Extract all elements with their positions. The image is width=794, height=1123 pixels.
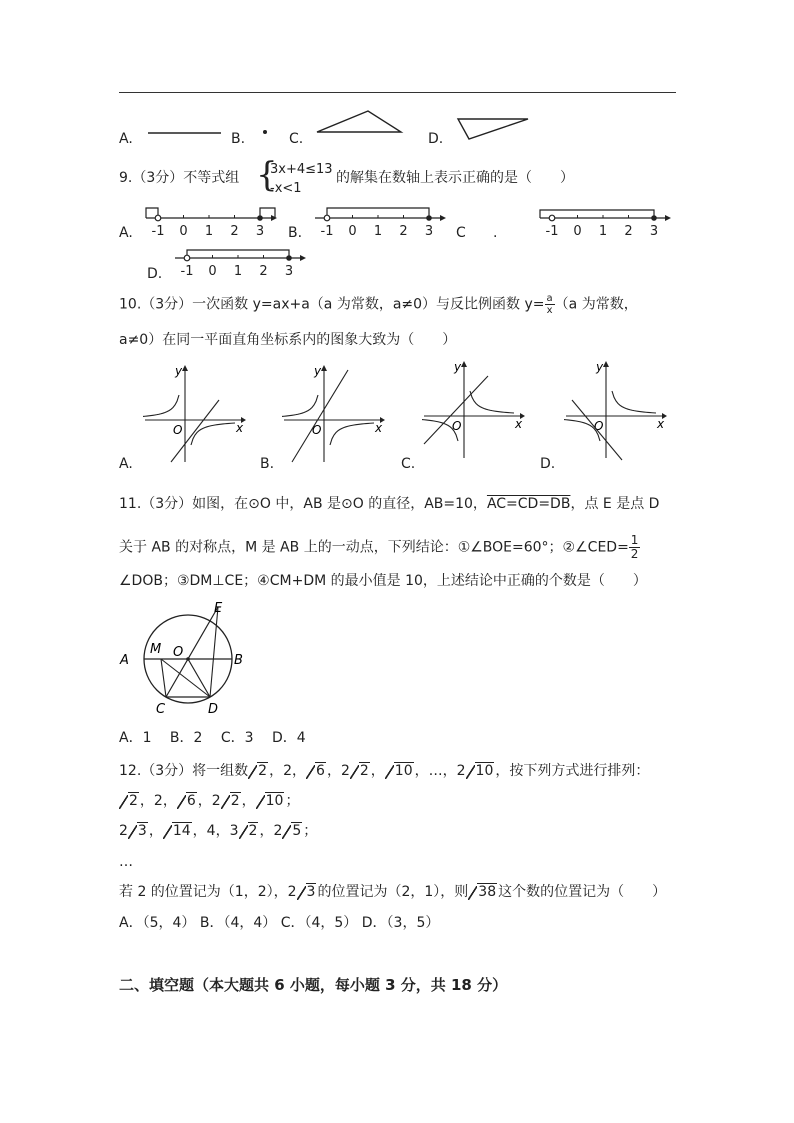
tick-label: 0 (573, 224, 582, 238)
arrow-icon (461, 361, 467, 367)
label-m: M (150, 642, 162, 657)
q9-numberline-c (537, 200, 672, 238)
origin-label: O (312, 423, 322, 437)
tick-label: 0 (348, 224, 357, 238)
section-2-heading: 二、填空题（本大题共 6 小题，每小题 3 分，共 18 分） (119, 976, 508, 994)
coefficient: 2 (211, 793, 221, 809)
comma: ， (197, 793, 212, 809)
q10-frac-den: x (546, 305, 553, 316)
hyperbola-branch (143, 395, 179, 417)
q12-if-pre: 若 2 的位置记为（1，2），2 (119, 884, 297, 900)
sqrt (239, 822, 259, 840)
y-axis-label: y (454, 360, 462, 374)
q12-line1-post: ，按下列方式进行排列： (495, 763, 650, 779)
radicand: 2 (230, 793, 240, 809)
open-endpoint (324, 215, 330, 221)
x-axis-label: x (375, 421, 383, 435)
coefficient: 2 (340, 763, 350, 779)
tick-label: 0 (208, 264, 217, 278)
q8-option-a: A. (119, 131, 133, 147)
q9-option-c-dot: . (493, 225, 498, 241)
radicand: 2 (248, 823, 258, 839)
q9-inequality-2: -x<1 (270, 181, 302, 196)
q10-option-c: C. (401, 456, 416, 472)
tick-label: -1 (320, 224, 334, 238)
sqrt (282, 822, 302, 840)
comma: ， (326, 763, 341, 779)
q9-option-a: A. (119, 225, 133, 241)
closed-endpoint (651, 215, 657, 221)
coefficient: 2 (273, 823, 283, 839)
q8-option-d: D. (428, 131, 444, 147)
arrow-icon (300, 255, 306, 261)
q11-line3: ∠DOB；③DM⊥CE；④CM+DM 的最小值是 10，上述结论中正确的个数是（ ） (119, 573, 647, 589)
comma: ， (192, 823, 207, 839)
hyperbola-branch (612, 391, 656, 413)
q10-line2: a≠0）在同一平面直角坐标系内的图象大致为（ ） (119, 332, 457, 348)
tick-label: 3 (255, 224, 265, 238)
sqrt (306, 762, 326, 780)
q9-numberline-b (312, 200, 447, 238)
q10-option-a: A. (119, 456, 133, 472)
open-endpoint (155, 215, 161, 221)
q12-line1-pre: 12.（3分）将一组数 (119, 763, 249, 779)
q8-segment-figure (147, 128, 223, 138)
comma: ， (215, 823, 230, 839)
q11-line1 (119, 495, 659, 513)
open-endpoint (549, 215, 555, 221)
number: 4 (206, 823, 216, 839)
tick-label: 1 (233, 264, 243, 278)
radicand: 10 (475, 763, 494, 779)
sqrt (297, 883, 317, 901)
sqrt (221, 792, 241, 810)
q9-numberline-a (143, 200, 278, 238)
origin-label: O (594, 419, 604, 433)
q9-brace: { (256, 155, 278, 195)
y-axis-label: y (596, 360, 604, 374)
q10-line1-pre: 10.（3分）一次函数 y=ax+a（a 为常数，a≠0）与反比例函数 y= (119, 296, 545, 313)
radicand: 6 (186, 793, 196, 809)
q9-option-b: B. (288, 225, 303, 241)
tick-label: 1 (598, 224, 608, 238)
comma: ， (162, 793, 177, 809)
tick-label: 1 (373, 224, 383, 238)
comma: ， (414, 763, 429, 779)
sqrt (468, 883, 497, 901)
comma: ， (148, 823, 163, 839)
sqrt (163, 822, 192, 840)
arrow-icon (271, 215, 277, 221)
hyperbola-branch (191, 423, 235, 445)
q12-if-mid: 的位置记为（2，1），则 (317, 884, 469, 900)
radicand: 14 (172, 823, 191, 839)
sqrt (256, 792, 285, 810)
tick-label: 0 (179, 224, 188, 238)
q12-row-1 (119, 792, 299, 810)
q8-point-figure (260, 128, 270, 138)
label-d: D (208, 702, 219, 715)
arrow-icon (182, 365, 188, 371)
tick-label: 1 (204, 224, 214, 238)
header-rule (119, 92, 676, 93)
q12-row-2 (119, 822, 317, 840)
comma: ， (370, 763, 385, 779)
radicand: 2 (359, 763, 369, 779)
comma: ， (259, 823, 274, 839)
q9-inequality-1: 3x+4≤13 (270, 162, 333, 177)
closed-endpoint (286, 255, 292, 261)
tick-label: 2 (230, 224, 239, 238)
q10-graph-b (282, 362, 387, 467)
tick-label: 2 (399, 224, 408, 238)
radicand: 38 (478, 884, 497, 900)
tick-label: -1 (151, 224, 165, 238)
q10-option-b: B. (260, 456, 275, 472)
q11-frac-den: 2 (630, 547, 639, 561)
q11-line1-post: ，点 E 是点 D (570, 496, 660, 512)
arrow-icon (321, 365, 327, 371)
q10-line1 (119, 293, 638, 316)
tick-label: 3 (649, 224, 659, 238)
q12-if-post: 这个数的位置记为（ ） (498, 884, 667, 900)
closed-endpoint (257, 215, 263, 221)
radicand: 2 (258, 763, 268, 779)
q9-suffix: 的解集在数轴上表示正确的是（ ） (336, 170, 574, 186)
comma: ， (241, 793, 256, 809)
sqrt (466, 762, 495, 780)
hyperbola-branch (330, 423, 374, 445)
q9-prefix: 9.（3分）不等式组 (119, 170, 240, 186)
q10-fraction (545, 293, 555, 316)
q9-option-d: D. (147, 266, 163, 282)
sqrt (177, 792, 197, 810)
x-axis-label: x (657, 417, 665, 431)
sqrt (385, 762, 414, 780)
number: 2 (283, 763, 293, 779)
sqrt (119, 792, 139, 810)
q10-option-d: D. (540, 456, 556, 472)
label-c: C (156, 702, 166, 715)
radicand: 3 (137, 823, 147, 839)
sqrt (248, 762, 268, 780)
sqrt (128, 822, 148, 840)
q12-if-line (119, 883, 666, 901)
q11-arcs: AC=CD=DB (486, 496, 571, 512)
sqrt (350, 762, 370, 780)
comma: ， (269, 763, 284, 779)
hyperbola-branch (282, 395, 318, 417)
q9-numberline-d (172, 240, 307, 278)
q12-answers: A．（5，4） B．（4，4） C．（4，5） D．（3，5） (119, 915, 440, 931)
x-axis-label: x (236, 421, 244, 435)
arrow-icon (440, 215, 446, 221)
origin-label: O (173, 423, 183, 437)
solution-bracket (540, 210, 654, 218)
coefficient: 2 (456, 763, 466, 779)
ellipsis: …， (428, 763, 457, 779)
q11-line2-pre: 关于 AB 的对称点，M 是 AB 上的一动点，下列结论：①∠BOE=60°；②∠CED= (119, 539, 629, 556)
x-axis-label: x (515, 417, 523, 431)
radicand: 6 (316, 763, 325, 779)
q10-line1-post: （a 为常数， (554, 296, 638, 313)
y-axis-label: y (175, 364, 183, 378)
q11-answers: A．1 B．2 C．3 D．4 (119, 730, 306, 746)
number: 2 (153, 793, 163, 809)
closed-endpoint (426, 215, 432, 221)
q11-line2 (119, 534, 640, 561)
linear-function-line (292, 370, 348, 462)
label-a: A (120, 653, 129, 668)
q10-graph-d (564, 358, 669, 463)
open-endpoint (184, 255, 190, 261)
origin-label: O (452, 419, 462, 433)
q11-fraction (629, 534, 641, 561)
coefficient: 3 (229, 823, 239, 839)
tick-label: 3 (424, 224, 434, 238)
comma: ， (139, 793, 154, 809)
radicand: 3 (306, 884, 316, 900)
radicand: 10 (265, 793, 284, 809)
arrow-icon (665, 215, 671, 221)
separator: ； (303, 823, 318, 839)
q10-frac-num: a (546, 293, 553, 304)
tick-label: 3 (284, 264, 294, 278)
radicand: 2 (129, 793, 138, 809)
q9-option-c: C (456, 225, 466, 241)
radicand: 5 (292, 823, 302, 839)
tick-label: 2 (259, 264, 268, 278)
q12-ellipsis-row: … (119, 854, 133, 870)
hyperbola-branch (470, 391, 514, 413)
tick-label: -1 (545, 224, 559, 238)
tick-label: -1 (180, 264, 194, 278)
q10-graph-c (422, 358, 527, 463)
radicand: 10 (394, 763, 413, 779)
q8-option-c: C. (289, 131, 304, 147)
arrow-icon (603, 361, 609, 367)
q11-circle-figure (116, 600, 256, 715)
q11-frac-num: 1 (630, 533, 639, 547)
label-b: B (234, 653, 243, 668)
q8-option-b: B. (231, 131, 246, 147)
separator: ； (285, 793, 300, 809)
tick-label: 2 (624, 224, 633, 238)
coefficient: 2 (119, 823, 128, 839)
q8-triangle-d-figure (455, 114, 531, 142)
label-o: O (173, 645, 184, 660)
y-axis-label: y (314, 364, 322, 378)
label-e: E (214, 601, 223, 616)
q12-line1 (119, 762, 649, 780)
q11-line1-pre: 11.（3分）如图，在⊙O 中，AB 是⊙O 的直径，AB=10， (119, 496, 487, 512)
q10-graph-a (143, 362, 248, 467)
q8-triangle-c-figure (314, 108, 404, 136)
comma: ， (292, 763, 307, 779)
linear-function-line (572, 400, 622, 460)
